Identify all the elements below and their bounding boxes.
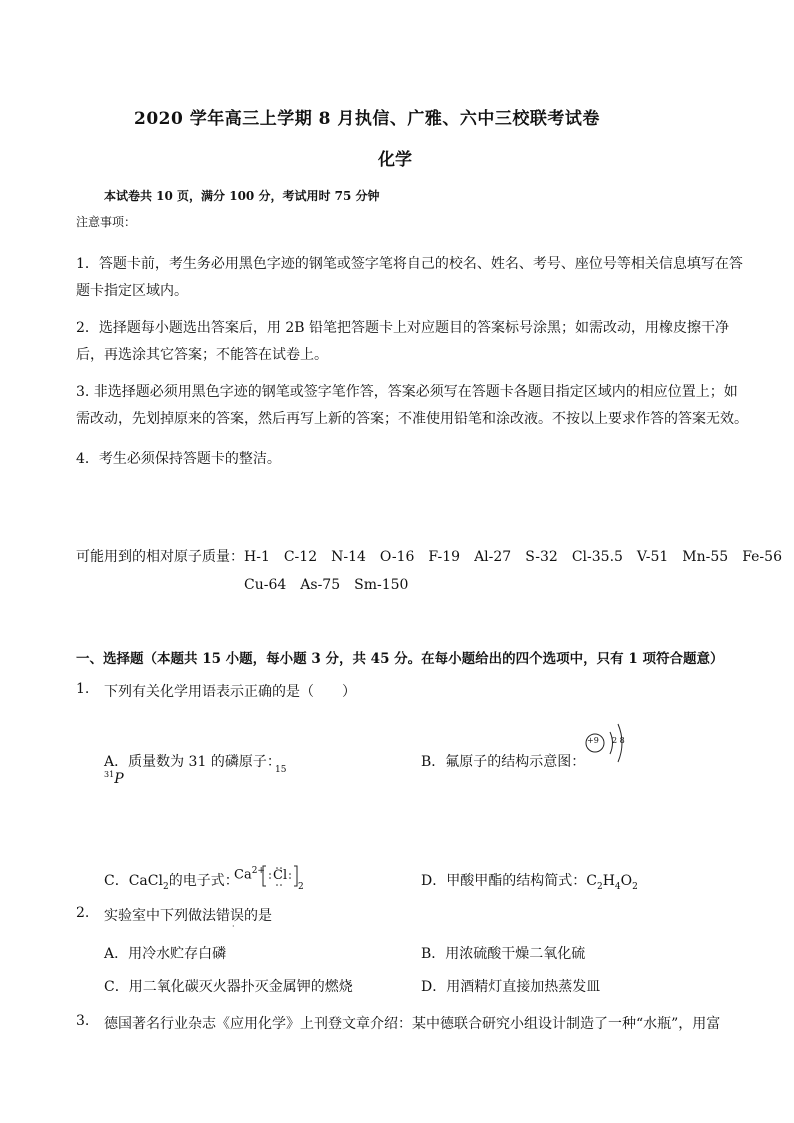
q1-option-b: B．氟原子的结构示意图： bbox=[421, 754, 586, 770]
q2-option-a: A．用冷水贮存白磷 bbox=[104, 946, 227, 962]
notice-4: 4．考生必须保持答题卡的整洁。 bbox=[76, 451, 281, 467]
q1-option-a-notation bbox=[104, 768, 124, 787]
q1-option-c-ca: Ca bbox=[234, 867, 252, 883]
notice-3-line-2: 需改动，先划掉原来的答案，然后再写上新的答案；不准使用铅笔和涂改液。不按以上要求作答的答案无效。 bbox=[76, 411, 748, 427]
exam-info: 本试卷共 10 页，满分 100 分，考试用时 75 分钟 bbox=[104, 189, 380, 203]
q1-option-c-charge: 2+ bbox=[251, 866, 265, 876]
q2-option-b: B．用浓硫酸干燥二氧化硫 bbox=[421, 946, 586, 962]
section-1-heading: 一、选择题（本题共 15 小题，每小题 3 分，共 45 分。在每小题给出的四个选项中，只有 1 项符合题意） bbox=[76, 651, 724, 667]
notice-1-line-2: 题卡指定区域内。 bbox=[76, 283, 188, 299]
notice-heading: 注意事项： bbox=[76, 215, 137, 229]
subject-title: 化学 bbox=[378, 150, 412, 170]
atomic-mass-line-2: Cu-64 As-75 Sm-150 bbox=[244, 577, 409, 593]
q1-option-a-symbol: P bbox=[114, 771, 124, 787]
notice-1-line-1: 1．答题卡前，考生务必用黑色字迹的钢笔或签字笔将自己的校名、姓名、考号、座位号等相关信息填写在答 bbox=[76, 256, 743, 272]
q1-option-d-label: D．甲酸甲酯的结构简式： bbox=[421, 873, 587, 889]
atomic-mass-line-1: H-1 C-12 N-14 O-16 F-19 Al-27 S-32 Cl-35.5 V-51 Mn-55 Fe-56 bbox=[244, 549, 782, 565]
q1-option-c-prefix: C．CaCl bbox=[104, 873, 163, 889]
q1-option-a-subscript: 15 bbox=[275, 765, 287, 775]
q1-stem: 下列有关化学用语表示正确的是（ ） bbox=[104, 684, 356, 700]
q1-option-b-shells: 2 8 bbox=[612, 736, 625, 745]
q2-number: 2. bbox=[76, 905, 90, 921]
q2-option-d: D．用酒精灯直接加热蒸发皿 bbox=[421, 979, 601, 995]
q2-stem: 实验室中下列做法错误的是 bbox=[104, 908, 272, 924]
q1-option-a-mass-number: 31 bbox=[104, 770, 115, 779]
q2-option-c: C．用二氧化碳灭火器扑灭金属钾的燃烧 bbox=[104, 979, 353, 995]
atomic-mass-label: 可能用到的相对原子质量： bbox=[76, 549, 244, 565]
q1-option-c-cl: Cl bbox=[273, 868, 288, 883]
notice-2-line-1: 2．选择题每小题选出答案后，用 2B 铅笔把答题卡上对应题目的答案标号涂黑；如需改动，用橡皮擦干净 bbox=[76, 320, 730, 336]
exam-title: 2020 学年高三上学期 8 月执信、广雅、六中三校联考试卷 bbox=[134, 109, 600, 129]
q1-option-c-subscript: 2 bbox=[162, 881, 169, 892]
q1-option-c bbox=[104, 870, 239, 892]
notice-3-line-1: 3. 非选择题必须用黑色字迹的钢笔或签字笔作答，答案必须写在答题卡各题目指定区域内的相应位置上；如 bbox=[76, 384, 738, 400]
q3-stem: 德国著名行业杂志《应用化学》上刊登文章介绍：某中德联合研究小组设计制造了一种“水瓶”，用富 bbox=[104, 1016, 721, 1032]
q1-option-c-suffix: 的电子式： bbox=[168, 873, 239, 889]
q1-option-d bbox=[421, 870, 638, 892]
q1-option-a: A．质量数为 31 的磷原子： bbox=[104, 754, 281, 770]
q2-emphasis-dot: · bbox=[232, 922, 235, 931]
q3-number: 3. bbox=[76, 1013, 90, 1029]
q1-option-c-count: 2 bbox=[298, 882, 304, 892]
q1-number: 1. bbox=[76, 681, 90, 697]
notice-2-line-2: 后，再选涂其它答案；不能答在试卷上。 bbox=[76, 347, 328, 363]
cacl2-electron-formula bbox=[234, 866, 265, 882]
q1-option-d-formula: $C_2H_4O_2$ bbox=[586, 873, 638, 892]
q1-option-b-nucleus: +9 bbox=[587, 736, 599, 745]
